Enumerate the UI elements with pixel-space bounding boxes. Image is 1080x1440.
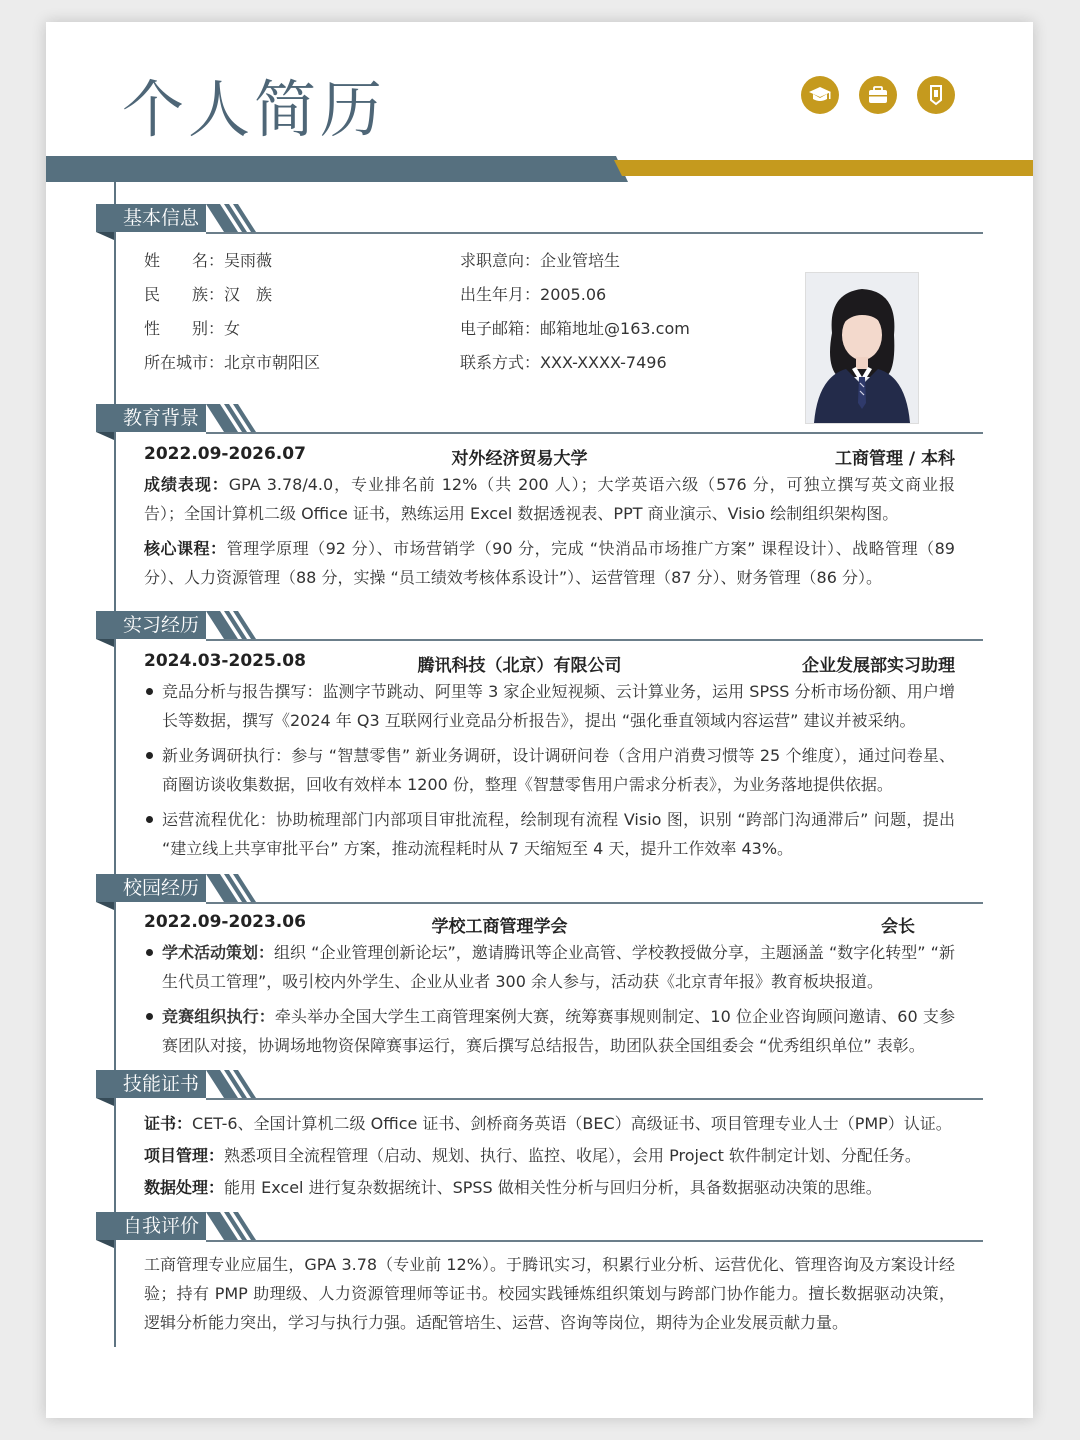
birth-value: 2005.06 xyxy=(540,285,607,304)
basic-row: 姓 名：吴雨薇 求职意向：企业管培生 xyxy=(144,251,621,270)
section-title: 自我评价 xyxy=(96,1212,206,1240)
campus-bullet: 学术活动策划：组织 “企业管理创新论坛”，邀请腾讯等企业高管、学校教授做分享，主题涵盖 “数字化转型” “新生代员工管理”，吸引校内外学生、企业从业者 300 余人参与，活动获《北京青年报》教育板块报道。 xyxy=(144,938,955,996)
stripes-decoration xyxy=(206,611,266,639)
header-icons xyxy=(801,76,955,114)
skills-content xyxy=(144,1108,955,1204)
education-date: 2022.09-2026.07 xyxy=(144,444,306,464)
city-value: 北京市朝阳区 xyxy=(224,353,321,372)
campus-role: 会长 xyxy=(881,917,915,937)
campus-bullet: 竞赛组织执行：牵头举办全国大学生工商管理案例大赛，统筹赛事规则制定、10 位企业咨询顾问邀请、60 支参赛团队对接，协调场地物资保障赛事运行，赛后撰写总结报告，助团队获全国组委会 “优秀组织单位” 表彰。 xyxy=(144,1002,955,1060)
section-title: 基本信息 xyxy=(96,204,206,232)
internship-row xyxy=(144,651,955,677)
section-title: 校园经历 xyxy=(96,874,206,902)
stripes-decoration xyxy=(206,404,266,432)
internship-role: 企业发展部实习助理 xyxy=(802,656,955,676)
campus-row xyxy=(144,912,955,938)
section-header xyxy=(96,1212,983,1246)
self-evaluation-text: 工商管理专业应届生，GPA 3.78（专业前 12%）。于腾讯实习，积累行业分析、运营优化、管理咨询及方案设计经验；持有 PMP 助理级、人力资源管理师等证书。校园实践锤炼组织策划与跨部门协作能力。擅长数据驱动决策，逻辑分析能力突出，学习与执行力强。适配管培生、运营、咨询等岗位，期待为企业发展贡献力量。 xyxy=(144,1255,955,1332)
section-header xyxy=(96,1070,983,1104)
internship-bullet: 竞品分析与报告撰写：监测字节跳动、阿里等 3 家企业短视频、云计算业务，运用 SPSS 分析市场份额、用户增长等数据，撰写《2024 年 Q3 互联网行业竞品分析报告》，提出 “强化垂直领域内容运营” 建议并被采纳。 xyxy=(144,677,955,735)
skill-item: 数据处理：能用 Excel 进行复杂数据统计、SPSS 做相关性分析与回归分析，具备数据驱动决策的思维。 xyxy=(144,1178,882,1197)
job-intention-value: 企业管培生 xyxy=(540,251,621,270)
section-self-evaluation xyxy=(96,1212,983,1352)
campus-date: 2022.09-2023.06 xyxy=(144,912,306,932)
stripes-decoration xyxy=(206,874,266,902)
gender-value: 女 xyxy=(224,319,241,338)
section-internship xyxy=(96,611,983,861)
section-title: 技能证书 xyxy=(96,1070,206,1098)
company-name: 腾讯科技（北京）有限公司 xyxy=(417,656,622,676)
section-campus xyxy=(96,874,983,1074)
section-education xyxy=(96,404,983,604)
major: 工商管理 / 本科 xyxy=(834,449,955,469)
section-skills xyxy=(96,1070,983,1210)
header-band xyxy=(46,156,1033,182)
internship-bullet: 新业务调研执行：参与 “智慧零售” 新业务调研，设计调研问卷（含用户消费习惯等 25 个维度），通过问卷星、商圈访谈收集数据，回收有效样本 1200 份，整理《智慧零售用户需求分析表》，为业务落地提供依据。 xyxy=(144,741,955,799)
campus-content xyxy=(144,912,955,1060)
skill-item: 证书：CET-6、全国计算机二级 Office 证书、剑桥商务英语（BEC）高级证书、项目管理专业人士（PMP）认证。 xyxy=(144,1114,952,1133)
basic-row: 民 族：汉 族 出生年月：2005.06 xyxy=(144,285,607,304)
stripes-decoration xyxy=(206,204,266,232)
internship-bullet: 运营流程优化：协助梳理部门内部项目审批流程，绘制现有流程 Visio 图，识别 “跨部门沟通滞后” 问题，提出 “建立线上共享审批平台” 方案，推动流程耗时从 7 天缩短至 4 天，提升工作效率 43%。 xyxy=(144,805,955,863)
internship-content xyxy=(144,651,955,863)
section-title: 教育背景 xyxy=(96,404,206,432)
self-evaluation-content xyxy=(144,1250,955,1337)
grades-paragraph: 成绩表现：GPA 3.78/4.0，专业排名前 12%（共 200 人）；大学英语六级（576 分，可独立撰写英文商业报告）；全国计算机二级 Office 证书，熟练运用 Excel 数据透视表、PPT 商业演示、Visio 绘制组织架构图。 xyxy=(144,475,955,523)
school-name: 对外经济贸易大学 xyxy=(451,449,588,469)
basic-row: 性 别：女 电子邮箱：邮箱地址@163.com xyxy=(144,319,690,338)
section-basic-info xyxy=(96,204,983,404)
stripes-decoration xyxy=(206,1070,266,1098)
section-header xyxy=(96,611,983,645)
skill-item: 项目管理：熟悉项目全流程管理（启动、规划、执行、监控、收尾），会用 Project 软件制定计划、分配任务。 xyxy=(144,1146,921,1165)
section-header xyxy=(96,404,983,438)
section-header xyxy=(96,874,983,908)
stripes-decoration xyxy=(206,1212,266,1240)
resume-title: 个人简历 xyxy=(122,73,387,146)
organization-name: 学校工商管理学会 xyxy=(431,917,568,937)
email-value: 邮箱地址@163.com xyxy=(540,319,690,338)
document-icon xyxy=(917,76,955,114)
phone-value: XXX-XXXX-7496 xyxy=(540,353,667,372)
profile-photo xyxy=(805,272,919,424)
courses-paragraph: 核心课程：管理学原理（92 分）、市场营销学（90 分，完成 “快消品市场推广方案” 课程设计）、战略管理（89 分）、人力资源管理（88 分，实操 “员工绩效考核体系设计”）、运营管理（87 分）、财务管理（86 分）。 xyxy=(144,539,955,587)
graduation-cap-icon xyxy=(801,76,839,114)
resume-page xyxy=(46,22,1033,1418)
name-value: 吴雨薇 xyxy=(224,251,273,270)
ethnicity-value: 汉 族 xyxy=(224,285,273,304)
section-title: 实习经历 xyxy=(96,611,206,639)
education-content xyxy=(144,444,955,592)
education-row xyxy=(144,444,955,470)
briefcase-icon xyxy=(859,76,897,114)
basic-row: 所在城市：北京市朝阳区 联系方式：XXX-XXXX-7496 xyxy=(144,353,667,372)
internship-date: 2024.03-2025.08 xyxy=(144,651,306,671)
section-header xyxy=(96,204,983,238)
